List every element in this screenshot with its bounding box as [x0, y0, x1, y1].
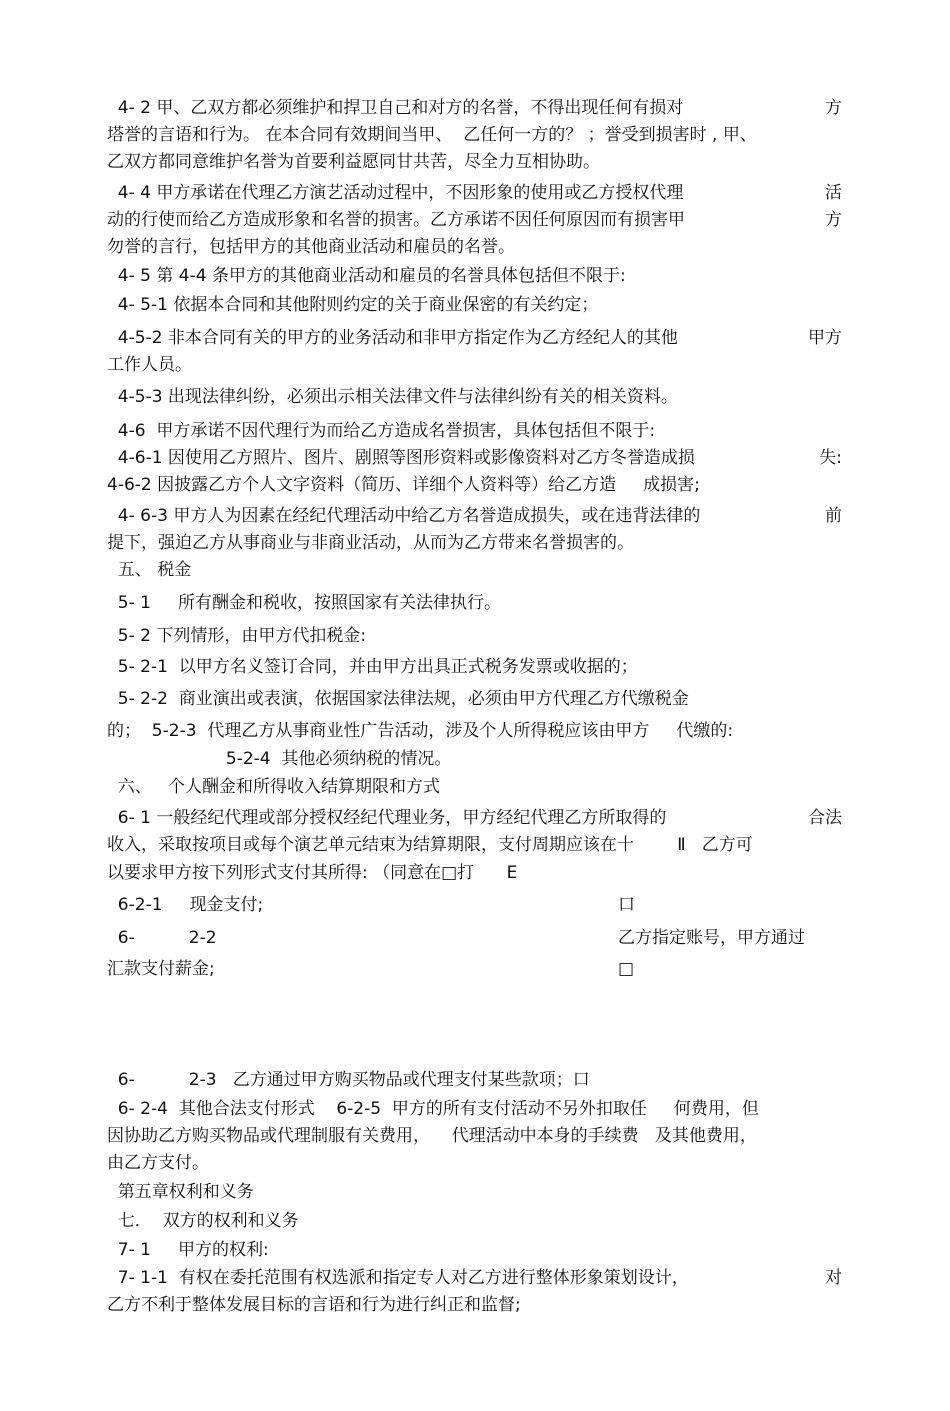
text-line: 5- 2-2 商业演出或表演，依据国家法律法规，必须由甲方代理乙方代缴税金	[107, 689, 689, 709]
text-line: 五、 税金	[107, 560, 192, 580]
text-line: 5- 2 下列情形，由甲方代扣税金:	[107, 626, 367, 646]
text-line: 6- 2-3 乙方通过甲方购买物品或代理支付某些款项；口	[107, 1070, 590, 1090]
text-line: 6- 2-4 其他合法支付形式 6-2-5 甲方的所有支付活动不另外扣取任 何费用，但	[107, 1099, 759, 1119]
text-line-right: 方	[825, 98, 842, 118]
text-line-column: □	[618, 959, 635, 979]
text-line-right: 合法	[808, 808, 842, 828]
text-line: 工作人员。	[107, 355, 192, 375]
text-line: 4- 2 甲、乙双方都必须维护和捍卫自己和对方的名誉，不得出现任何有损对	[107, 98, 684, 118]
text-line: 的； 5-2-3 代理乙方从事商业性广告活动，涉及个人所得税应该由甲方 代缴的:	[107, 721, 734, 741]
text-line: 七． 双方的权利和义务	[107, 1211, 299, 1231]
text-line: 因协助乙方购买物品或代理制服有关费用， 代理活动中本身的手续费 及其他费用，	[107, 1126, 757, 1146]
text-line: 乙双方都同意维护名誉为首要利益愿同甘共苦，尽全力互相协助。	[107, 152, 600, 172]
text-line: 6- 1 一般经纪代理或部分授权经纪代理业务，甲方经纪代理乙方所取得的	[107, 808, 667, 828]
text-line: 7- 1-1 有权在委托范围有权选派和指定专人对乙方进行整体形象策划设计，	[107, 1268, 689, 1288]
text-line-right: 方	[825, 210, 842, 230]
text-line: 勿誉的言行，包括甲方的其他商业活动和雇员的名誉。	[107, 237, 515, 257]
text-line: 以要求甲方按下列形式支付其所得: （同意在□打 E	[107, 863, 518, 883]
text-line: 6- 2-2	[107, 928, 217, 948]
text-line-right: 前	[825, 506, 842, 526]
text-line: 5- 2-1 以甲方名义签订合同，并由甲方出具正式税务发票或收据的；	[107, 657, 638, 677]
text-line-right: 对	[825, 1268, 842, 1288]
text-line: 5-2-4 其他必须纳税的情况。	[107, 749, 452, 769]
text-line: 4-6 甲方承诺不因代理行为而给乙方造成名誉损害，具体包括但不限于:	[107, 421, 656, 441]
text-line: 4-5-3 出现法律纠纷，必须出示相关法律文件与法律纠纷有关的相关资料。	[107, 387, 678, 407]
text-line: 4-6-1 因使用乙方照片、图片、剧照等图形资料或影像资料对乙方冬誉造成损	[107, 448, 695, 468]
text-line: 六、 个人酬金和所得收入结算期限和方式	[107, 777, 441, 797]
text-line-right: 甲方	[808, 328, 842, 348]
text-line: 4-5-2 非本合同有关的甲方的业务活动和非甲方指定作为乙方经纪人的其他	[107, 328, 678, 348]
text-line: 4- 4 甲方承诺在代理乙方演艺活动过程中，不因形象的使用或乙方授权代理	[107, 183, 684, 203]
text-line: 4- 6-3 甲方人为因素在经纪代理活动中给乙方名誉造成损失，或在违背法律的	[107, 506, 701, 526]
text-line-column: 乙方指定账号，甲方通过	[618, 928, 805, 948]
text-line: 动的行使而给乙方造成形象和名誉的损害。乙方承诺不因任何原因而有损害甲	[107, 210, 685, 230]
text-line: 塔誉的言语和行为。 在本合同有效期间当甲、 乙任何一方的？ ；誉受到损害时 , 甲、	[107, 125, 757, 145]
text-line: 4- 5 第 4-4 条甲方的其他商业活动和雇员的名誉具体包括但不限于:	[107, 266, 626, 286]
text-line: 汇款支付薪金;	[107, 959, 215, 979]
text-line: 4-6-2 因披露乙方个人文字资料（简历、详细个人资料等）给乙方造 成损害;	[107, 475, 700, 495]
text-line: 7- 1 甲方的权利:	[107, 1240, 269, 1260]
text-line: 5- 1 所有酬金和税收，按照国家有关法律执行。	[107, 593, 501, 613]
text-line-right: 活	[825, 183, 842, 203]
text-line-column: 口	[618, 895, 635, 915]
text-line: 由乙方支付。	[107, 1153, 209, 1173]
text-line: 乙方不利于整体发展目标的言语和行为进行纠正和监督;	[107, 1295, 521, 1315]
text-line: 4- 5-1 依据本合同和其他附则约定的关于商业保密的有关约定；	[107, 295, 599, 315]
text-line: 提下，强迫乙方从事商业与非商业活动，从而为乙方带来名誉损害的。	[107, 533, 634, 553]
text-line-right: 失:	[819, 448, 842, 468]
text-line: 6-2-1 现金支付;	[107, 895, 264, 915]
text-line: 收入，采取按项目或每个演艺单元结束为结算期限，支付周期应该在十 Ⅱ 乙方可	[107, 835, 753, 855]
text-line: 第五章权利和义务	[107, 1182, 254, 1202]
